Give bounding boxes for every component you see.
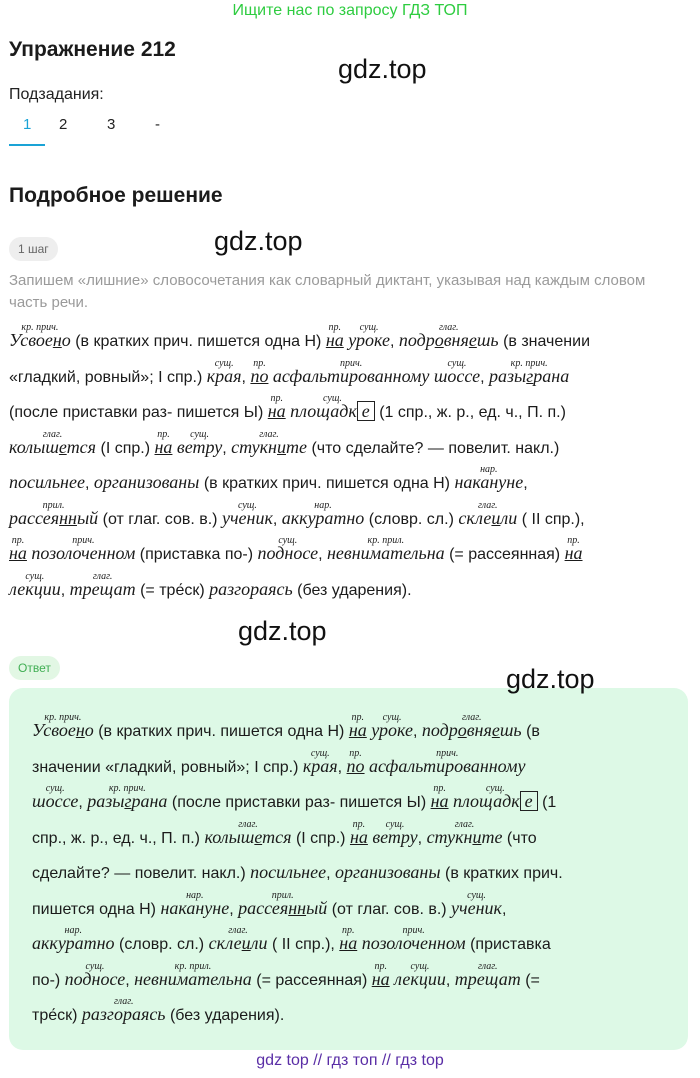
word: пр. на [348,712,367,740]
word: прил. рассеянный [9,499,99,528]
answer-badge: Ответ [9,656,60,680]
solution-line: «гладкий, ровный»; I спр.) сущ. края, пр. по прич. асфальтированному сущ. шоссе, кр. прич. разыграна [9,357,570,386]
word: сущ. ученик [451,889,502,918]
tab-subtask-2[interactable]: 2 [59,116,68,133]
word: пр. на [267,393,286,421]
word: сущ. ученик [221,499,273,528]
word: кр. прич. разыграна [489,357,570,386]
word: посильнее [9,472,85,492]
word: сущ. шоссе [32,783,79,811]
word: сущ. ветру [176,428,223,457]
word: кр. прич. Усвоено [32,712,94,740]
word: сущ. площадк е [290,401,375,421]
word: организованы [334,862,441,882]
step-description: Запишем «лишние» словосочетания как словарный диктант, указывая над каждым словом часть речи. [9,272,646,311]
solution-line: сущ. лекции, глаг. трещат (= тре́ск) разгораясь (без ударения). [9,570,412,599]
watermark: gdz.top [338,54,427,84]
word: кр. прил. невнимательна [134,960,252,989]
answer-line: сделайте? — повелит. накл.) посильнее, организованы (в кратких прич. [32,862,563,882]
word: пр. по [346,747,365,776]
word: глаг. подровняешь [398,322,499,350]
tab-subtask-3[interactable]: 3 [107,116,116,133]
word: сущ. уроке [371,712,413,740]
word: кр. прил. невнимательна [326,535,445,563]
word: нар. накануне [454,464,524,492]
watermark: gdz.top [214,226,303,256]
word: глаг. трещат [454,960,521,989]
word: разгораясь [209,578,293,599]
answer-text [32,708,668,1028]
word: пр. на [430,783,449,811]
footer-links[interactable]: gdz top // гдз топ // гдз top [256,1052,444,1069]
word: пр. на [349,818,368,847]
word: глаг. стукните [426,818,503,847]
word: кр. прич. разыграна [87,783,168,811]
word: нар. аккуратно [281,499,365,528]
subtask-tabs [9,116,189,146]
word: прич. позолоченном [31,535,136,563]
word: пр. на [339,925,358,953]
answer-line: спр., ж. р., ед. ч., П. п.) глаг. колышется (I спр.) пр. на сущ. ветру, глаг. стукните (что [32,818,537,847]
word: пр. на [564,535,583,563]
watermark: gdz.top [238,616,327,646]
word: пр. на [371,960,390,989]
tab-subtask-1[interactable]: 1 [9,116,45,146]
word: сущ. края [206,357,242,386]
word: сущ. лекции [394,960,446,989]
word: глаг. колышется [204,818,292,847]
word: нар. накануне [160,889,230,918]
word: сущ. площадк е [453,791,538,811]
solution-line: (после приставки раз- пишется Ы) пр. на сущ. площадк е (1 спр., ж. р., ед. ч., П. п.) [9,393,566,421]
solution-line: прил. рассеянный (от глаг. сов. в.) сущ. ученик, нар. аккуратно (словр. сл.) глаг. склеили ( II спр.), [9,499,585,528]
word: нар. аккуратно [32,925,115,953]
word: глаг. разгораясь [81,996,166,1024]
page-title: Упражнение 212 [9,38,176,61]
word: глаг. стукните [231,428,307,457]
word: прич. позолоченном [361,925,466,953]
answer-line: кр. прич. Усвоено (в кратких прич. пишется одна Н) пр. на сущ. уроке, глаг. подровняешь (в [32,712,540,740]
solution-line: глаг. колышется (I спр.) пр. на сущ. ветру, глаг. стукните (что сделайте? — повелит. накл.) [9,428,560,457]
word: прич. асфальтированному [369,747,526,776]
word: сущ. подносе [64,960,126,989]
solution-line: посильнее, организованы (в кратких прич. пишется одна Н) нар. накануне, [9,464,528,492]
answer-line: сущ. шоссе, кр. прич. разыграна (после приставки раз- пишется Ы) пр. на сущ. площадк е (1 [32,783,557,811]
word: пр. на [154,428,173,457]
answer-line: пишется одна Н) нар. накануне, прил. рассеянный (от глаг. сов. в.) сущ. ученик, [32,889,507,918]
word: сущ. края [302,747,338,776]
word: сущ. уроке [348,322,390,350]
subtasks-label: Подзадания: [9,86,104,103]
word: пр. на [9,535,27,563]
top-banner[interactable]: Ищите нас по запросу ГДЗ ТОП [232,2,468,19]
word: глаг. склеили [458,499,518,528]
solution-text [9,318,681,602]
answer-line: по-) сущ. подносе, кр. прил. невнимательна (= рассеянная) пр. на сущ. лекции, глаг. трещат (= [32,960,540,989]
word: кр. прич. Усвоено [9,322,71,350]
section-title: Подробное решение [9,184,223,207]
word: пр. по [250,357,269,386]
word: прич. асфальтированному [272,357,430,386]
word: глаг. колышется [9,428,97,457]
word: прил. рассеянный [238,889,328,918]
word: пр. на [325,322,344,350]
word: глаг. склеили [208,925,268,953]
solution-line: пр. на прич. позолоченном (приставка по-) сущ. подносе, кр. прил. невнимательна (= рассеянная) пр. на [9,535,583,563]
word: сущ. шоссе [433,357,481,386]
word: глаг. трещат [69,570,136,599]
word: сущ. лекции [9,570,61,599]
word: глаг. подровняешь [421,712,522,740]
watermark: gdz.top [506,664,595,694]
word: посильнее [250,862,327,882]
answer-line: значении «гладкий, ровный»; I спр.) сущ. края, пр. по прич. асфальтированному [32,747,526,776]
tab-subtask-more[interactable]: - [155,116,160,133]
word: сущ. ветру [372,818,418,847]
word: сущ. подносе [257,535,319,563]
step-badge: 1 шаг [9,237,58,261]
answer-line: тре́ск) глаг. разгораясь (без ударения). [32,996,285,1024]
word: организованы [93,472,200,492]
solution-line: кр. прич. Усвоено (в кратких прич. пишется одна Н) пр. на сущ. уроке, глаг. подровняешь (в значении [9,322,590,350]
answer-line: нар. аккуратно (словр. сл.) глаг. склеили ( II спр.), пр. на прич. позолоченном (приставка [32,925,551,953]
